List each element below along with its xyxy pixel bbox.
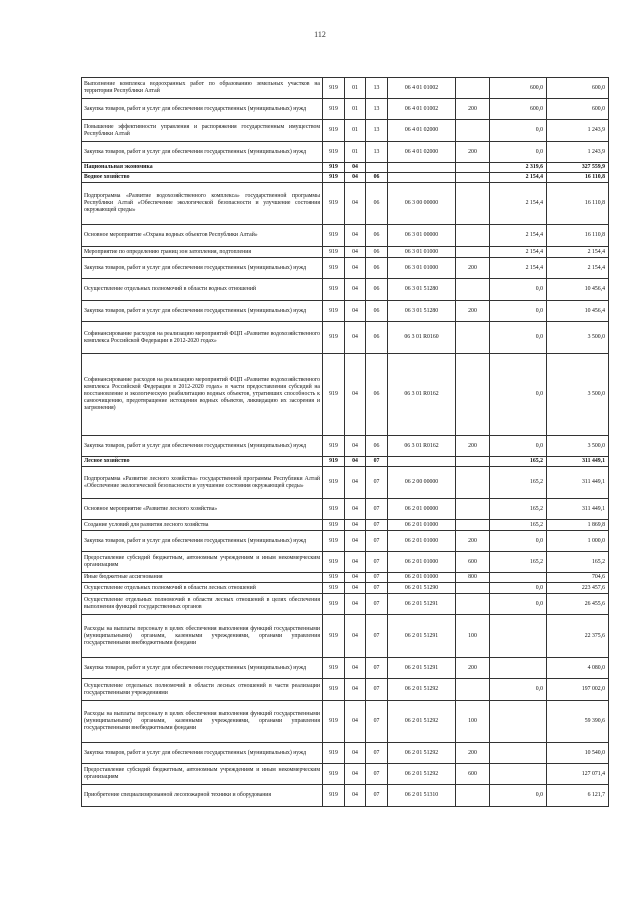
- cell-expense-type: [456, 322, 490, 354]
- cell-target-article: 06 3 01 51280: [388, 301, 456, 322]
- cell-amount-2: 4 080,0: [547, 658, 609, 679]
- cell-amount-2: 16 110,8: [547, 183, 609, 225]
- cell-amount-1: [490, 615, 547, 658]
- cell-subsection: 06: [366, 258, 388, 279]
- table-body: [82, 78, 609, 807]
- cell-expense-type: 200: [456, 301, 490, 322]
- cell-grbs: 919: [323, 499, 345, 520]
- cell-expense-type: 200: [456, 743, 490, 764]
- table-row: [82, 658, 609, 679]
- cell-grbs: 919: [323, 258, 345, 279]
- cell-target-article: 06 4 01 02000: [388, 142, 456, 163]
- cell-subsection: 07: [366, 552, 388, 573]
- cell-target-article: 06 2 01 51291: [388, 615, 456, 658]
- cell-expense-type: [456, 183, 490, 225]
- budget-table: [81, 77, 609, 807]
- cell-amount-2: 600,0: [547, 99, 609, 120]
- cell-section: 04: [345, 354, 366, 436]
- cell-expense-type: 600: [456, 764, 490, 785]
- cell-amount-2: 1 243,9: [547, 142, 609, 163]
- cell-grbs: 919: [323, 467, 345, 499]
- cell-amount-2: 3 500,0: [547, 354, 609, 436]
- cell-amount-2: 1 869,8: [547, 520, 609, 531]
- cell-subsection: 06: [366, 354, 388, 436]
- cell-expense-type: [456, 499, 490, 520]
- cell-amount-1: 2 154,4: [490, 247, 547, 258]
- cell-name: Национальная экономика: [82, 163, 323, 173]
- cell-target-article: 06 4 01 02000: [388, 120, 456, 142]
- cell-name: Основное мероприятие «Развитие лесного хозяйства»: [82, 499, 323, 520]
- cell-amount-2: 10 456,4: [547, 301, 609, 322]
- cell-section: 04: [345, 457, 366, 467]
- cell-grbs: 919: [323, 583, 345, 594]
- cell-amount-1: 2 154,4: [490, 183, 547, 225]
- table-row: [82, 163, 609, 173]
- cell-subsection: 07: [366, 743, 388, 764]
- cell-section: 01: [345, 99, 366, 120]
- cell-grbs: 919: [323, 743, 345, 764]
- cell-grbs: 919: [323, 120, 345, 142]
- cell-amount-1: [490, 573, 547, 583]
- cell-subsection: 07: [366, 457, 388, 467]
- table-row: [82, 99, 609, 120]
- cell-section: 01: [345, 78, 366, 99]
- cell-expense-type: 200: [456, 99, 490, 120]
- cell-section: 04: [345, 573, 366, 583]
- cell-subsection: 13: [366, 99, 388, 120]
- cell-section: 04: [345, 615, 366, 658]
- cell-name: Расходы на выплаты персоналу в целях обеспечения выполнения функций государственными (муниципальными) органами, казенными учреждениями, органами управления государственными внебюджетными фондами: [82, 701, 323, 743]
- cell-section: 04: [345, 258, 366, 279]
- cell-expense-type: 200: [456, 531, 490, 552]
- cell-section: 04: [345, 247, 366, 258]
- cell-name: Осуществление отдельных полномочий в области водных отношений: [82, 279, 323, 301]
- cell-amount-2: 1 243,9: [547, 120, 609, 142]
- cell-amount-2: 3 500,0: [547, 322, 609, 354]
- cell-amount-1: [490, 743, 547, 764]
- cell-section: 04: [345, 322, 366, 354]
- cell-name: Софинансирование расходов на реализацию мероприятий ФЦП «Развитие водохозяйственного комплекса Российской Федерации в 2012-2020 годах» в части предоставления субсидий на восстановление и экологическую реабилитацию водных объектов, утративших способность к самоочищению, предотвращение истощения водных объектов, ликвидацию их засорения и загрязнения): [82, 354, 323, 436]
- cell-amount-1: 165,2: [490, 457, 547, 467]
- table-row: [82, 142, 609, 163]
- cell-expense-type: 600: [456, 552, 490, 573]
- page-number: 112: [314, 30, 326, 39]
- cell-grbs: 919: [323, 679, 345, 701]
- cell-subsection: 07: [366, 520, 388, 531]
- cell-expense-type: 100: [456, 615, 490, 658]
- cell-grbs: 919: [323, 785, 345, 807]
- cell-amount-1: [490, 658, 547, 679]
- cell-subsection: [366, 163, 388, 173]
- cell-amount-2: 165,2: [547, 552, 609, 573]
- cell-name: Закупка товаров, работ и услуг для обеспечения государственных (муниципальных) нужд: [82, 258, 323, 279]
- cell-target-article: 06 3 00 00000: [388, 183, 456, 225]
- cell-amount-2: 59 390,6: [547, 701, 609, 743]
- cell-amount-2: 704,6: [547, 573, 609, 583]
- cell-subsection: 07: [366, 701, 388, 743]
- cell-name: Создание условий для развития лесного хозяйства: [82, 520, 323, 531]
- cell-target-article: 06 2 01 51290: [388, 583, 456, 594]
- cell-expense-type: 200: [456, 658, 490, 679]
- cell-amount-2: 1 000,0: [547, 531, 609, 552]
- cell-target-article: 06 3 01 01000: [388, 258, 456, 279]
- cell-section: 04: [345, 163, 366, 173]
- cell-subsection: 07: [366, 467, 388, 499]
- cell-section: 04: [345, 701, 366, 743]
- cell-target-article: 06 2 01 51291: [388, 658, 456, 679]
- cell-target-article: [388, 163, 456, 173]
- cell-amount-1: 165,2: [490, 499, 547, 520]
- cell-expense-type: [456, 679, 490, 701]
- cell-expense-type: [456, 467, 490, 499]
- cell-amount-1: [490, 701, 547, 743]
- cell-name: Выполнение комплекса водоохранных работ по образованию земельных участков на территории Республики Алтай: [82, 78, 323, 99]
- cell-section: 04: [345, 183, 366, 225]
- cell-name: Осуществление отдельных полномочий в области лесных отношений в части реализации государственными учреждениями: [82, 679, 323, 701]
- cell-subsection: 06: [366, 173, 388, 183]
- table-row: [82, 467, 609, 499]
- cell-expense-type: [456, 78, 490, 99]
- cell-subsection: 13: [366, 142, 388, 163]
- cell-grbs: 919: [323, 173, 345, 183]
- cell-section: 01: [345, 142, 366, 163]
- cell-subsection: 07: [366, 531, 388, 552]
- cell-name: Подпрограмма «Развитие водохозяйственного комплекса» государственной программы Республики Алтай «Обеспечение экологической безопасности и улучшение состояния окружающей среды»: [82, 183, 323, 225]
- cell-expense-type: [456, 785, 490, 807]
- cell-amount-1: 600,0: [490, 99, 547, 120]
- table-row: [82, 520, 609, 531]
- cell-amount-2: 10 540,0: [547, 743, 609, 764]
- cell-amount-1: 0,0: [490, 301, 547, 322]
- cell-section: 04: [345, 173, 366, 183]
- cell-target-article: [388, 173, 456, 183]
- cell-name: Предоставление субсидий бюджетным, автономным учреждениям и иным некоммерческим организациям: [82, 552, 323, 573]
- cell-target-article: 06 4 01 01002: [388, 99, 456, 120]
- cell-grbs: 919: [323, 322, 345, 354]
- cell-expense-type: [456, 120, 490, 142]
- cell-section: 04: [345, 301, 366, 322]
- cell-grbs: 919: [323, 531, 345, 552]
- cell-amount-1: 2 319,6: [490, 163, 547, 173]
- cell-expense-type: 200: [456, 258, 490, 279]
- cell-grbs: 919: [323, 457, 345, 467]
- cell-section: 04: [345, 467, 366, 499]
- cell-subsection: 06: [366, 436, 388, 457]
- cell-target-article: 06 3 01 R0160: [388, 322, 456, 354]
- cell-name: Закупка товаров, работ и услуг для обеспечения государственных (муниципальных) нужд: [82, 658, 323, 679]
- cell-section: 04: [345, 658, 366, 679]
- table-row: [82, 183, 609, 225]
- cell-amount-1: 0,0: [490, 583, 547, 594]
- cell-amount-2: 16 110,8: [547, 173, 609, 183]
- cell-target-article: 06 2 01 00000: [388, 499, 456, 520]
- table-row: [82, 457, 609, 467]
- cell-amount-1: 600,0: [490, 78, 547, 99]
- cell-grbs: 919: [323, 354, 345, 436]
- cell-amount-1: 0,0: [490, 354, 547, 436]
- cell-subsection: 07: [366, 615, 388, 658]
- cell-section: 04: [345, 531, 366, 552]
- table-row: [82, 573, 609, 583]
- cell-subsection: 07: [366, 785, 388, 807]
- cell-target-article: 06 2 01 51292: [388, 743, 456, 764]
- cell-grbs: 919: [323, 163, 345, 173]
- cell-expense-type: 800: [456, 573, 490, 583]
- cell-grbs: 919: [323, 99, 345, 120]
- cell-amount-1: 165,2: [490, 520, 547, 531]
- table-row: [82, 499, 609, 520]
- cell-amount-1: 0,0: [490, 436, 547, 457]
- cell-target-article: 06 2 01 01000: [388, 573, 456, 583]
- cell-name: Закупка товаров, работ и услуг для обеспечения государственных (муниципальных) нужд: [82, 301, 323, 322]
- cell-subsection: 06: [366, 301, 388, 322]
- cell-amount-1: 2 154,4: [490, 225, 547, 247]
- table-row: [82, 679, 609, 701]
- cell-amount-2: 311 449,1: [547, 499, 609, 520]
- cell-grbs: 919: [323, 701, 345, 743]
- cell-name: Приобретение специализированной лесопожарной техники и оборудования: [82, 785, 323, 807]
- cell-subsection: 06: [366, 279, 388, 301]
- cell-amount-1: 2 154,4: [490, 173, 547, 183]
- cell-grbs: 919: [323, 573, 345, 583]
- cell-amount-1: [490, 764, 547, 785]
- cell-section: 04: [345, 499, 366, 520]
- cell-section: 04: [345, 594, 366, 615]
- table-row: [82, 583, 609, 594]
- table-row: [82, 701, 609, 743]
- cell-expense-type: [456, 594, 490, 615]
- cell-name: Лесное хозяйство: [82, 457, 323, 467]
- cell-name: Закупка товаров, работ и услуг для обеспечения государственных (муниципальных) нужд: [82, 743, 323, 764]
- cell-subsection: 07: [366, 594, 388, 615]
- cell-expense-type: [456, 247, 490, 258]
- table-row: [82, 764, 609, 785]
- cell-amount-2: 2 154,4: [547, 247, 609, 258]
- table-row: [82, 354, 609, 436]
- cell-amount-1: 0,0: [490, 120, 547, 142]
- cell-amount-2: 26 455,6: [547, 594, 609, 615]
- cell-target-article: 06 3 01 01000: [388, 247, 456, 258]
- cell-target-article: 06 2 01 51291: [388, 594, 456, 615]
- cell-expense-type: [456, 173, 490, 183]
- cell-amount-2: 2 154,4: [547, 258, 609, 279]
- cell-grbs: 919: [323, 225, 345, 247]
- cell-subsection: 07: [366, 658, 388, 679]
- cell-amount-2: 127 071,4: [547, 764, 609, 785]
- cell-amount-2: 197 002,0: [547, 679, 609, 701]
- cell-section: 04: [345, 785, 366, 807]
- cell-section: 04: [345, 436, 366, 457]
- cell-amount-1: 0,0: [490, 279, 547, 301]
- cell-name: Иные бюджетные ассигнования: [82, 573, 323, 583]
- table-row: [82, 279, 609, 301]
- cell-grbs: 919: [323, 552, 345, 573]
- cell-target-article: 06 2 01 51292: [388, 679, 456, 701]
- cell-name: Закупка товаров, работ и услуг для обеспечения государственных (муниципальных) нужд: [82, 142, 323, 163]
- cell-grbs: 919: [323, 78, 345, 99]
- cell-target-article: 06 3 01 R0162: [388, 354, 456, 436]
- cell-grbs: 919: [323, 520, 345, 531]
- cell-name: Осуществление отдельных полномочий в области лесных отношений в целях обеспечения выполнения функций государственных органов: [82, 594, 323, 615]
- cell-subsection: 06: [366, 225, 388, 247]
- cell-expense-type: 100: [456, 701, 490, 743]
- table-row: [82, 785, 609, 807]
- cell-amount-1: 0,0: [490, 679, 547, 701]
- cell-subsection: 07: [366, 499, 388, 520]
- table-row: [82, 322, 609, 354]
- cell-target-article: 06 3 01 R0162: [388, 436, 456, 457]
- cell-section: 01: [345, 120, 366, 142]
- cell-amount-1: 0,0: [490, 322, 547, 354]
- cell-grbs: 919: [323, 764, 345, 785]
- cell-subsection: 07: [366, 583, 388, 594]
- cell-amount-2: 223 457,6: [547, 583, 609, 594]
- cell-name: Софинансирование расходов на реализацию мероприятий ФЦП «Развитие водохозяйственного комплекса Российской Федерации в 2012-2020 годах»: [82, 322, 323, 354]
- cell-section: 04: [345, 764, 366, 785]
- cell-amount-1: 165,2: [490, 467, 547, 499]
- cell-expense-type: [456, 457, 490, 467]
- cell-target-article: 06 2 00 00000: [388, 467, 456, 499]
- cell-target-article: [388, 457, 456, 467]
- cell-amount-2: 3 500,0: [547, 436, 609, 457]
- cell-subsection: 13: [366, 120, 388, 142]
- table-row: [82, 173, 609, 183]
- cell-amount-2: 6 121,7: [547, 785, 609, 807]
- cell-name: Закупка товаров, работ и услуг для обеспечения государственных (муниципальных) нужд: [82, 436, 323, 457]
- cell-grbs: 919: [323, 594, 345, 615]
- cell-section: 04: [345, 583, 366, 594]
- cell-amount-2: 10 456,4: [547, 279, 609, 301]
- cell-target-article: 06 2 01 01000: [388, 531, 456, 552]
- cell-expense-type: [456, 583, 490, 594]
- table-row: [82, 247, 609, 258]
- cell-name: Водное хозяйство: [82, 173, 323, 183]
- cell-amount-1: 165,2: [490, 552, 547, 573]
- cell-section: 04: [345, 679, 366, 701]
- cell-section: 04: [345, 743, 366, 764]
- table-row: [82, 436, 609, 457]
- cell-amount-1: 0,0: [490, 594, 547, 615]
- cell-grbs: 919: [323, 142, 345, 163]
- cell-subsection: 06: [366, 322, 388, 354]
- table-row: [82, 258, 609, 279]
- cell-target-article: 06 3 01 00000: [388, 225, 456, 247]
- cell-subsection: 06: [366, 183, 388, 225]
- cell-grbs: 919: [323, 301, 345, 322]
- cell-grbs: 919: [323, 183, 345, 225]
- cell-section: 04: [345, 279, 366, 301]
- cell-name: Закупка товаров, работ и услуг для обеспечения государственных (муниципальных) нужд: [82, 531, 323, 552]
- cell-target-article: 06 2 01 51292: [388, 701, 456, 743]
- cell-name: Осуществление отдельных полномочий в области лесных отношений: [82, 583, 323, 594]
- cell-name: Расходы на выплаты персоналу в целях обеспечения выполнения функций государственными (муниципальными) органами, казенными учреждениями, органами управления государственными внебюджетными фондами: [82, 615, 323, 658]
- cell-section: 04: [345, 552, 366, 573]
- cell-expense-type: [456, 163, 490, 173]
- cell-target-article: 06 2 01 01000: [388, 552, 456, 573]
- cell-amount-2: 311 449,1: [547, 467, 609, 499]
- cell-name: Предоставление субсидий бюджетным, автономным учреждениям и иным некоммерческим организациям: [82, 764, 323, 785]
- table-row: [82, 743, 609, 764]
- cell-name: Повышение эффективности управления и распоряжения государственным имуществом Республики Алтай: [82, 120, 323, 142]
- cell-amount-2: 22 375,6: [547, 615, 609, 658]
- cell-grbs: 919: [323, 247, 345, 258]
- cell-name: Подпрограмма «Развитие лесного хозяйства» государственной программы Республики Алтай «Обеспечение экологической безопасности и улучшение состояния окружающей среды»: [82, 467, 323, 499]
- table-row: [82, 225, 609, 247]
- cell-expense-type: [456, 225, 490, 247]
- table-row: [82, 120, 609, 142]
- table-row: [82, 301, 609, 322]
- cell-grbs: 919: [323, 658, 345, 679]
- table-row: [82, 78, 609, 99]
- cell-subsection: 07: [366, 679, 388, 701]
- table-row: [82, 615, 609, 658]
- cell-amount-2: 600,0: [547, 78, 609, 99]
- cell-amount-2: 327 559,9: [547, 163, 609, 173]
- cell-amount-1: 0,0: [490, 531, 547, 552]
- table-row: [82, 594, 609, 615]
- cell-grbs: 919: [323, 615, 345, 658]
- cell-target-article: 06 2 01 51292: [388, 764, 456, 785]
- cell-amount-1: 0,0: [490, 142, 547, 163]
- cell-grbs: 919: [323, 279, 345, 301]
- cell-subsection: 06: [366, 247, 388, 258]
- cell-expense-type: [456, 354, 490, 436]
- cell-expense-type: [456, 279, 490, 301]
- table-row: [82, 531, 609, 552]
- cell-expense-type: 200: [456, 436, 490, 457]
- cell-name: Мероприятие по определению границ зон затопления, подтопления: [82, 247, 323, 258]
- cell-target-article: 06 2 01 51310: [388, 785, 456, 807]
- cell-amount-2: 16 110,8: [547, 225, 609, 247]
- cell-amount-1: 0,0: [490, 785, 547, 807]
- cell-name: Основное мероприятие «Охрана водных объектов Республики Алтай»: [82, 225, 323, 247]
- table-row: [82, 552, 609, 573]
- cell-section: 04: [345, 520, 366, 531]
- cell-subsection: 07: [366, 573, 388, 583]
- cell-target-article: 06 4 01 01002: [388, 78, 456, 99]
- cell-name: Закупка товаров, работ и услуг для обеспечения государственных (муниципальных) нужд: [82, 99, 323, 120]
- cell-grbs: 919: [323, 436, 345, 457]
- cell-amount-1: 2 154,4: [490, 258, 547, 279]
- cell-section: 04: [345, 225, 366, 247]
- cell-expense-type: [456, 520, 490, 531]
- cell-target-article: 06 3 01 51280: [388, 279, 456, 301]
- cell-subsection: 07: [366, 764, 388, 785]
- cell-target-article: 06 2 01 01000: [388, 520, 456, 531]
- cell-amount-2: 311 449,1: [547, 457, 609, 467]
- cell-subsection: 13: [366, 78, 388, 99]
- cell-expense-type: 200: [456, 142, 490, 163]
